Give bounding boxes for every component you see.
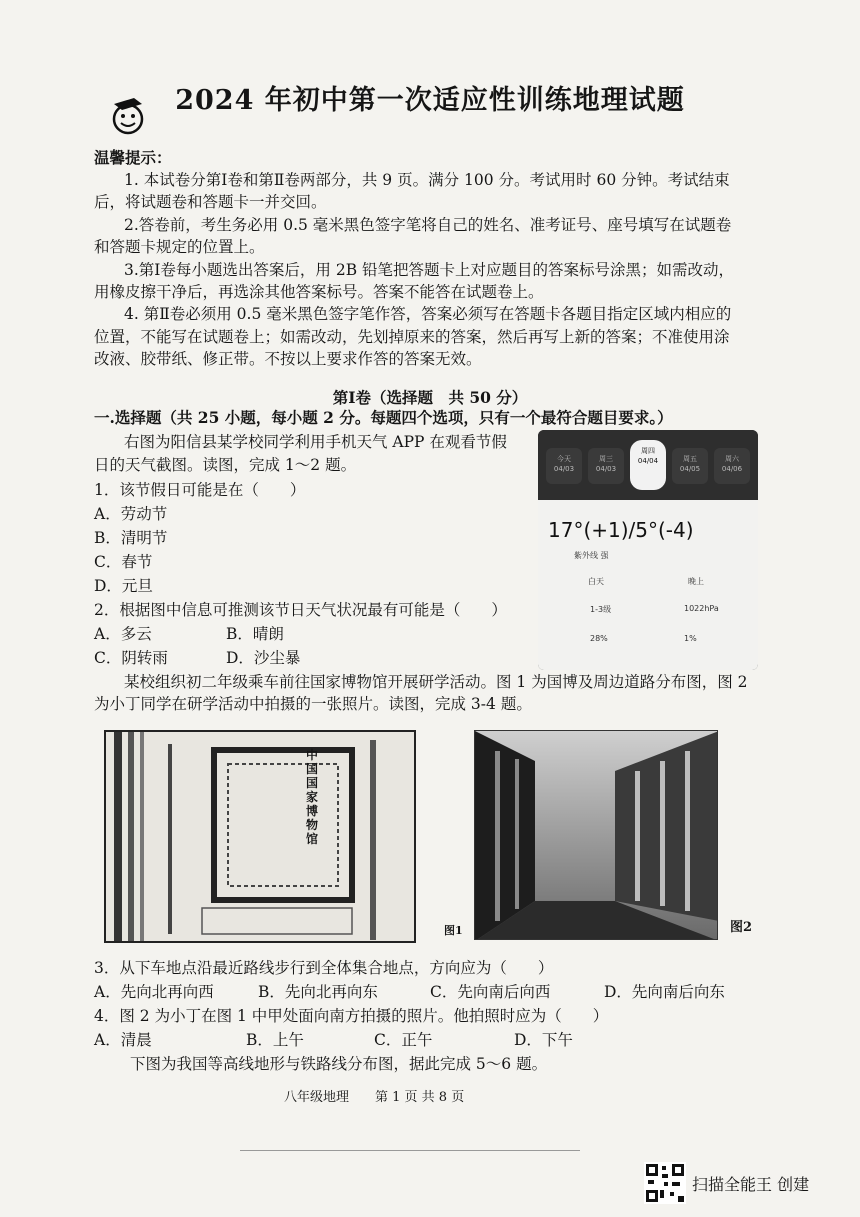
museum-label: 中国国家博物馆: [306, 748, 319, 846]
q1-option: B．清明节: [94, 529, 168, 547]
weather-temperature: 17°(+1)/5°(-4): [548, 518, 694, 542]
intro-3-4-line: 某校组织初二年级乘车前往国家博物馆开展研学活动。图 1 为国博及周边道路分布图，图 2: [124, 673, 748, 691]
q2-option: D．沙尘暴: [226, 649, 301, 667]
q4-option: A．清晨: [94, 1031, 152, 1049]
weather-day: 周六 04/06: [714, 448, 750, 484]
q3-option: B．先向北再向东: [258, 983, 378, 1001]
q2-stem: 2．根据图中信息可推测该节日天气状况最有可能是（ ）: [94, 601, 507, 619]
weather-uv: 紫外线 强: [574, 551, 609, 560]
intro-3-4-line: 为小丁同学在研学活动中拍摄的一张照片。读图，完成 3-4 题。: [94, 695, 532, 713]
qr-code-icon: [644, 1162, 686, 1204]
weather-day-selected: 周四 04/04: [630, 440, 666, 490]
page-footer: 八年级地理 第 1 页 共 8 页: [284, 1090, 465, 1105]
weather-day: 周三 04/03: [588, 448, 624, 484]
weather-night-label: 晚上: [688, 577, 704, 586]
intro-1-2-line: 日的天气截图。读图，完成 1～2 题。: [94, 456, 357, 474]
q2-option: B．晴朗: [226, 625, 284, 643]
weather-humidity: 28%: [590, 634, 608, 643]
figure1-museum-map: [104, 730, 416, 943]
tip-line: 3.第Ⅰ卷每小题选出答案后，用 2B 铅笔把答题卡上对应题目的答案标号涂黑；如需改动，: [124, 261, 735, 279]
figure1-label: 图1: [444, 924, 463, 937]
weather-detail-panel: [538, 500, 758, 670]
q3-option: C．先向南后向西: [430, 983, 551, 1001]
tip-line: 改液、胶带纸、修正带。不按以上要求作答的答案无效。: [94, 350, 482, 368]
q3-option: A．先向北再向西: [94, 983, 214, 1001]
weather-day-strip: [538, 430, 758, 500]
museum-map-drawing: [106, 732, 414, 941]
weather-day: 周五 04/05: [672, 448, 708, 484]
weather-day: 今天 04/03: [546, 448, 582, 484]
weather-app-screenshot: [538, 430, 758, 670]
weather-rain: 1%: [684, 634, 697, 643]
tip-line: 用橡皮擦干净后，再选涂其他答案标号。答案不能答在试题卷上。: [94, 283, 544, 301]
tip-line: 2.答卷前，考生务必用 0.5 毫米黑色签字笔将自己的姓名、准考证号、座号填写在试题卷: [124, 216, 732, 234]
intro-5-6: 下图为我国等高线地形与铁路线分布图，据此完成 5～6 题。: [130, 1055, 548, 1073]
q4-option: B．上午: [246, 1031, 304, 1049]
q3-stem: 3．从下车地点沿最近路线步行到全体集合地点，方向应为（ ）: [94, 959, 554, 977]
q2-option: A．多云: [94, 625, 152, 643]
q1-option: D．元旦: [94, 577, 153, 595]
weather-pressure: 1022hPa: [684, 604, 719, 613]
intro-1-2-line: 右图为阳信县某学校同学利用手机天气 APP 在观看节假: [124, 433, 507, 451]
tip-line: 位置，不能写在试题卷上；如需改动，先划掉原来的答案，然后再写上新的答案；不准使用涂: [94, 328, 730, 346]
q4-option: C．正午: [374, 1031, 433, 1049]
smiley-mascot-icon: [108, 96, 148, 136]
figure2-label: 图2: [730, 920, 753, 935]
footer-rule: [240, 1150, 580, 1151]
q3-option: D．先向南后向东: [604, 983, 725, 1001]
tip-line: 4. 第Ⅱ卷必须用 0.5 毫米黑色签字笔作答，答案必须写在答题卡各题目指定区域内相应的: [124, 305, 732, 323]
weather-day-label: 白天: [588, 577, 604, 586]
q1-option: A．劳动节: [94, 505, 168, 523]
q2-option: C．阴转雨: [94, 649, 168, 667]
scanner-watermark: 扫描全能王 创建: [692, 1175, 810, 1194]
page-title: 2024 年初中第一次适应性训练地理试题: [175, 85, 685, 116]
museum-photo-drawing: [475, 731, 718, 940]
tip-line: 和答题卡规定的位置上。: [94, 238, 265, 256]
section-title: 第Ⅰ卷（选择题 共 50 分）: [332, 388, 528, 407]
q1-option: C．春节: [94, 553, 153, 571]
q4-option: D．下午: [514, 1031, 573, 1049]
weather-wind: 1-3级: [590, 605, 612, 614]
q1-stem: 1．该节假日可能是在（ ）: [94, 481, 306, 499]
tips-header: 温馨提示：: [94, 148, 172, 167]
tip-line: 后，将试题卷和答题卡一并交回。: [94, 193, 327, 211]
figure2-photo: [474, 730, 718, 940]
q4-stem: 4．图 2 为小丁在图 1 中甲处面向南方拍摄的照片。他拍照时应为（ ）: [94, 1007, 609, 1025]
tip-line: 1. 本试卷分第Ⅰ卷和第Ⅱ卷两部分，共 9 页。满分 100 分。考试用时 60 分钟。考试结束: [124, 171, 730, 189]
part1-header: 一.选择题（共 25 小题，每小题 2 分。每题四个选项，只有一个最符合题目要求。）: [94, 408, 673, 427]
